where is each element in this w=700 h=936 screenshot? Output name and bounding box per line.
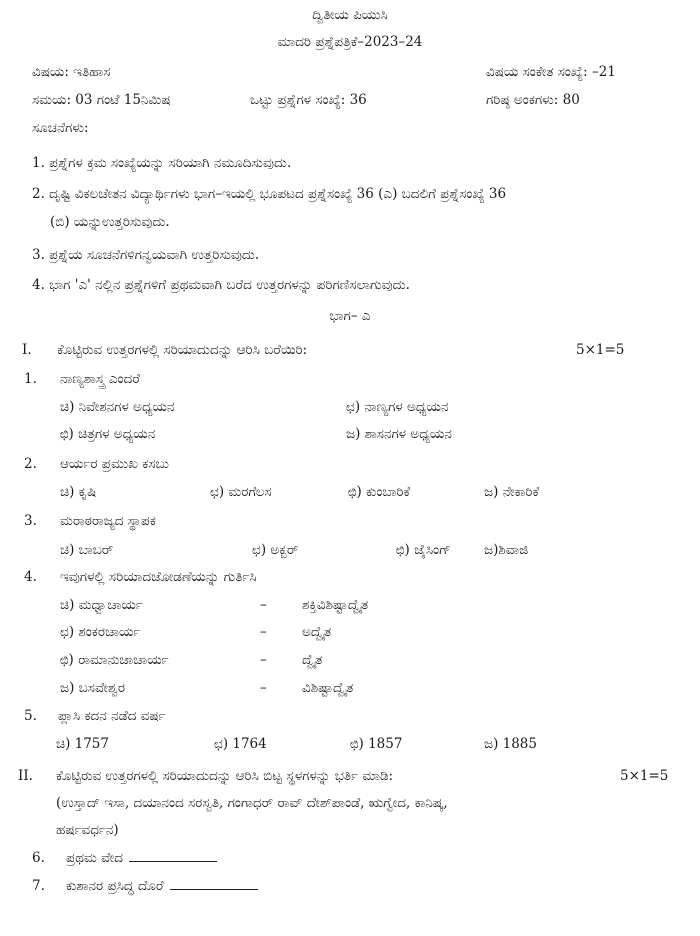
answer-blank [170, 877, 258, 890]
subject: ವಿಷಯ: ಇತಿಹಾಸ [32, 64, 111, 80]
question-text: ಆರ್ಯರ ಪ್ರಮುಖ ಕಸಬು [60, 456, 169, 472]
option: ಛ) ಅಕ್ಬರ್ [252, 542, 299, 558]
question-number: 5. [24, 708, 37, 724]
option: ಜ) ಶಾಸನಗಳ ಅಧ್ಯಯನ [346, 426, 452, 442]
question-number: 3. [24, 513, 37, 529]
question-number: 6. [32, 850, 45, 866]
option: ಛಿ) 1857 [350, 736, 403, 752]
option: ಛ) 1764 [214, 736, 267, 752]
question-number: 7. [32, 878, 45, 894]
pair-right: ವಿಶಿಷ್ಟಾದ್ವೈತ [302, 680, 354, 696]
option: ಚಿ) 1757 [56, 736, 109, 752]
section-instruction: ಕೊಟ್ಟಿರುವ ಉತ್ತರಗಳಲ್ಲಿ ಸರಿಯಾದುದನ್ನು ಆರಿಸಿ ಬರೆಯಿರಿ: [57, 342, 308, 358]
instruction-item: 2. ದೃಷ್ಟಿ ವಿಕಲಚೇತನ ವಿದ್ಯಾರ್ಥಿಗಳು ಭಾಗ–ಇಯಲ್ಲಿ ಭೂಪಟದ ಪ್ರಶ್ನೆಸಂಖ್ಯೆ 36 (ಎ) ಬದಲಿಗೆ ಪ್ರಶ್ನೆಸಂಖ್ಯೆ 36 [32, 186, 507, 202]
question-text: ಇವುಗಳಲ್ಲಿ ಸರಿಯಾದಜೋಡಣೆಯನ್ನು ಗುರ್ತಿಸಿ [60, 569, 257, 585]
option: ಛಿ) ಚಿತ್ರಗಳ ಅಧ್ಯಯನ [60, 426, 156, 442]
option: ಚಿ) ಬಾಬರ್ [60, 542, 114, 558]
section-number: I. [22, 342, 32, 358]
question-number: 4. [24, 569, 37, 585]
instruction-item: 4. ಭಾಗ 'ಎ' ನಲ್ಲಿನ ಪ್ರಶ್ನೆಗಳಿಗೆ ಪ್ರಥಮವಾಗಿ ಬರೆದ ಉತ್ತರಗಳನ್ನು ಪರಿಗಣಿಸಲಾಗುವುದು. [32, 277, 410, 293]
option: ಜ) ನೇಕಾರಿಕೆ [484, 484, 540, 500]
total-questions: ಒಟ್ಟು ಪ್ರಶ್ನೆಗಳ ಸಂಖ್ಯೆ: 36 [250, 92, 367, 108]
instruction-item: 3. ಪ್ರಶ್ನೆಯ ಸೂಚನೆಗಳಿಗನ್ವಯವಾಗಿ ಉತ್ತರಿಸುವುದು. [32, 247, 260, 263]
pair-left: ಚಿ) ಮಧ್ವಾಚಾರ್ಯ [60, 597, 143, 613]
option: ಛ) ಮರಗೆಲಸ [210, 484, 272, 500]
fill-blank-question [66, 849, 217, 867]
option: ಛ) ನಾಣ್ಯಗಳ ಅಧ್ಯಯನ [346, 399, 449, 415]
subject-code: ವಿಷಯ ಸಂಕೇತ ಸಂಖ್ಯೆ: –21 [486, 64, 616, 80]
section-instruction: ಕೊಟ್ಟಿರುವ ಉತ್ತರಗಳಲ್ಲಿ ಸರಿಯಾದುದನ್ನು ಆರಿಸಿ ಬಿಟ್ಟ ಸ್ಥಳಗಳನ್ನು ಭರ್ತಿ ಮಾಡಿ: [56, 768, 394, 784]
pair-left: ಛಿ) ರಾಮಾನುಜಾಚಾರ್ಯ [60, 652, 169, 668]
pair-left: ಜ) ಬಸವೇಶ್ವರ [60, 680, 125, 696]
section-marks: 5×1=5 [576, 342, 625, 358]
pair-right: ಅದ್ವೈತ [302, 624, 332, 640]
question-text: ಪ್ಲಾಸಿ ಕದನ ನಡೆದ ವರ್ಷ [58, 708, 166, 724]
part-heading: ಭಾಗ– ಎ [329, 308, 371, 324]
fill-blank-question [66, 877, 258, 895]
question-text: ಕುಶಾನರ ಪ್ರಸಿದ್ಧ ದೊರೆ [66, 878, 164, 894]
option: ಚಿ) ನಿವೇಶನಗಳ ಅಧ್ಯಯನ [60, 399, 175, 415]
option: ಜ)ಶಿವಾಜಿ [484, 542, 529, 558]
question-text: ನಾಣ್ಯಶಾಸ್ತ್ರ ಎಂದರೆ [60, 371, 140, 387]
instruction-item: (ಬಿ) ಯನ್ನುಉತ್ತರಿಸುವುದು. [50, 214, 170, 230]
option: ಜ) 1885 [484, 736, 537, 752]
pair-dash: – [260, 597, 267, 613]
paper-title: ದ್ವಿತೀಯ ಪಿಯುಸಿ [312, 7, 388, 23]
question-text: ಮರಾಠರಾಜ್ಯದ ಸ್ಥಾಪಕ [60, 513, 156, 529]
question-text: ಪ್ರಥಮ ವೇದ [66, 850, 123, 866]
answer-choices: ಹರ್ಷವರ್ಧನ) [56, 822, 119, 838]
time: ಸಮಯ: 03 ಗಂಟೆ 15ನಿಮಿಷ [32, 92, 171, 108]
section-marks: 5×1=5 [620, 768, 669, 784]
pair-dash: – [260, 624, 267, 640]
pair-dash: – [260, 680, 267, 696]
section-number: II. [18, 768, 33, 784]
answer-choices: (ಉಸ್ತಾದ್ ಇಸಾ, ದಯಾನಂದ ಸರಸ್ವತಿ, ಗಂಗಾಧರ್ ರಾವ್ ದೇಶ್‌ಪಾಂಡೆ, ಋಗ್ವೇದ, ಕಾನಿಷ್ಕ, [56, 795, 448, 811]
answer-blank [129, 849, 217, 862]
instructions-heading: ಸೂಚನೆಗಳು: [32, 120, 89, 136]
pair-right: ಶಕ್ತಿವಿಶಿಷ್ಟಾದ್ವೈತ [302, 597, 369, 613]
instruction-item: 1. ಪ್ರಶ್ನೆಗಳ ಕ್ರಮ ಸಂಖ್ಯೆಯನ್ನು ಸರಿಯಾಗಿ ನಮೂದಿಸುವುದು. [32, 155, 292, 171]
question-number: 1. [24, 371, 37, 387]
pair-dash: – [260, 652, 267, 668]
question-number: 2. [24, 456, 37, 472]
pair-right: ದ್ವೈತ [302, 652, 323, 668]
pair-left: ಛ) ಶಂಕರಚಾರ್ಯ [60, 624, 141, 640]
option: ಛಿ) ಕುಂಬಾರಿಕೆ [348, 484, 411, 500]
paper-subtitle: ಮಾದರಿ ಪ್ರಶ್ನೆಪತ್ರಿಕೆ–2023–24 [277, 34, 423, 50]
option: ಚಿ) ಕೃಷಿ [60, 484, 97, 500]
option: ಛಿ) ಜೈಸಿಂಗ್ [396, 542, 451, 558]
max-marks: ಗರಿಷ್ಠ ಅಂಕಗಳು: 80 [486, 92, 580, 108]
